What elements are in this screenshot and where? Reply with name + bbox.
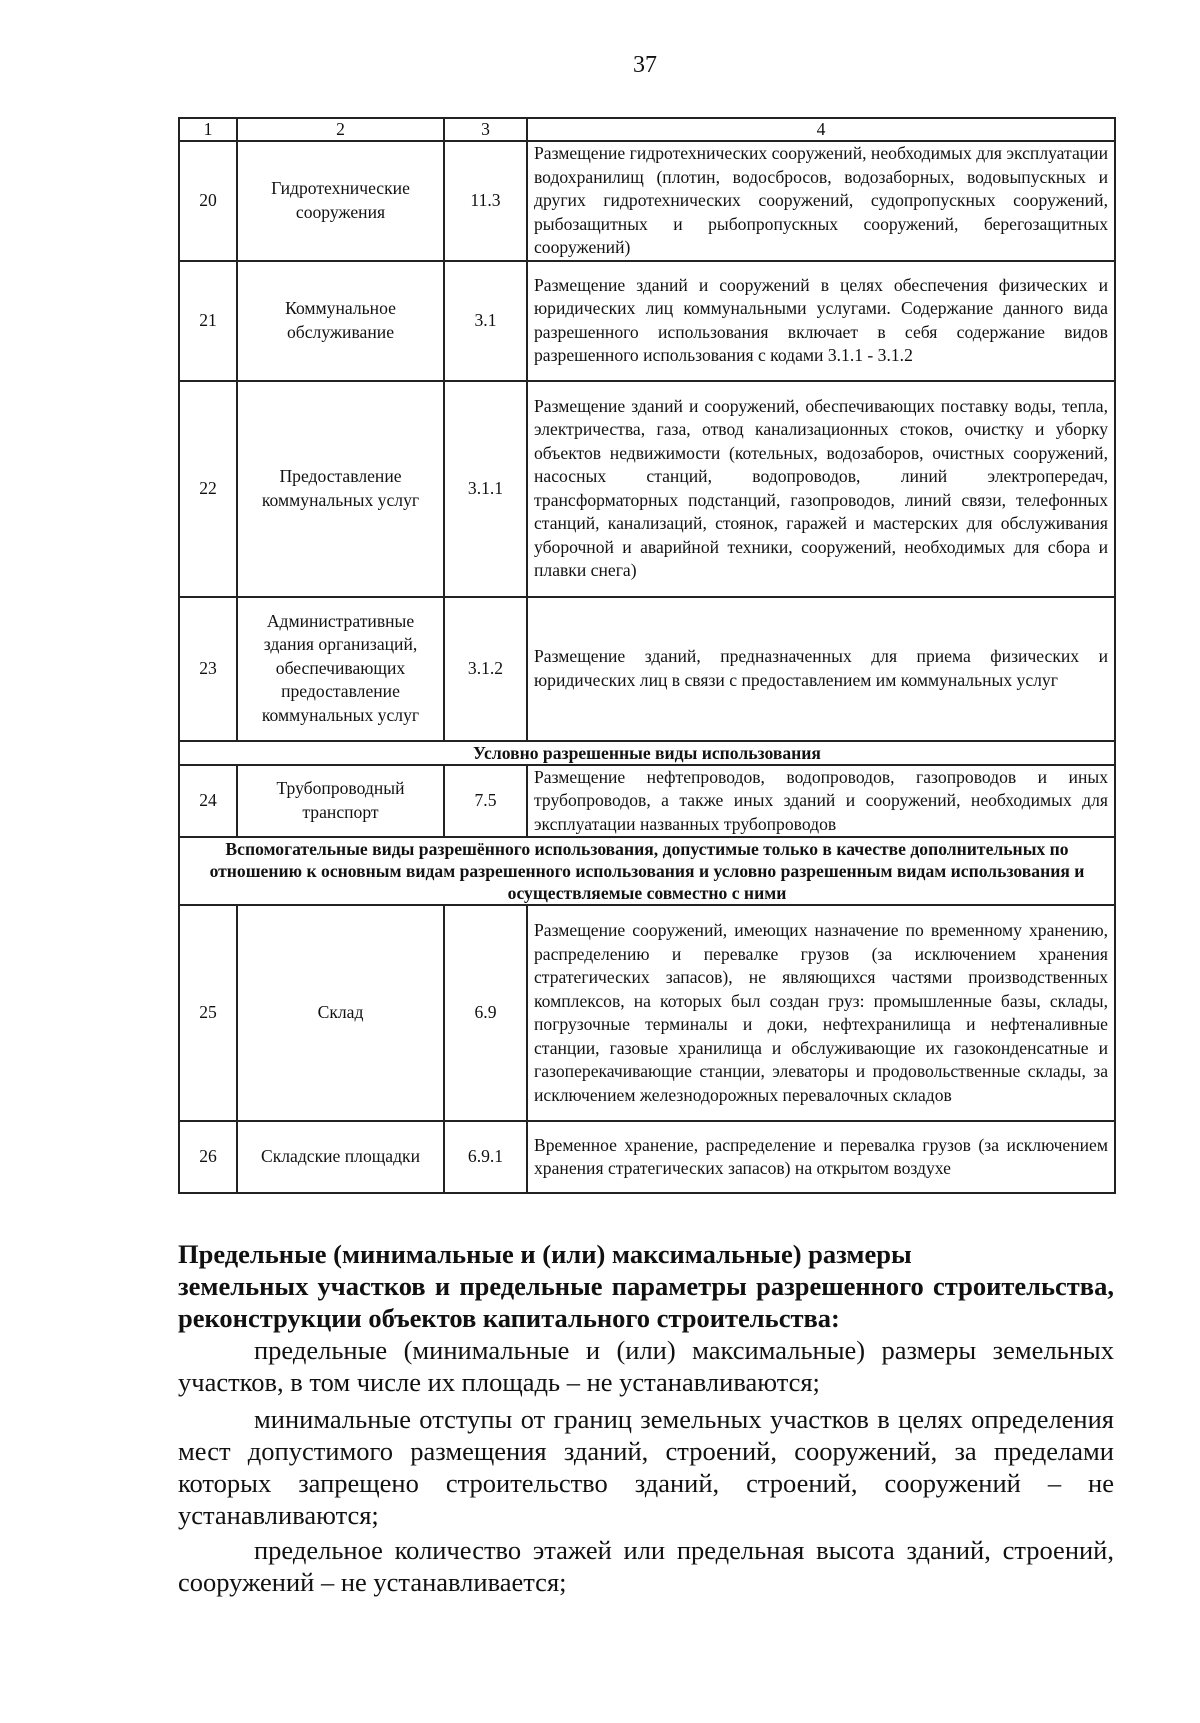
row-number: 23	[179, 597, 237, 741]
row-number: 21	[179, 261, 237, 381]
use-name: Предоставление коммунальных услуг	[237, 381, 444, 597]
use-name: Коммунальное обслуживание	[237, 261, 444, 381]
paragraph-setbacks: минимальные отступы от границ земельных участков в целях определения мест допустимого размещения зданий, строений, сооружений, за пределами которых запрещено строительство зданий, строений, сооружений – не устанавливаются;	[178, 1404, 1114, 1530]
header-col-4: 4	[527, 118, 1115, 141]
use-description: Размещение сооружений, имеющих назначение по временному хранению, распределению и перевалке грузов (за исключением хранения стратегических запасов), не являющихся частями производственных комплексов, на которых был создан груз: промышленные базы, склады, погрузочные терминалы и доки, нефтехранилища и нефтеналивные станции, газовые хранилища и обслуживающие их газоконденсатные и газоперекачивающие станции, элеваторы и продовольственные склады, за исключением железнодорожных перевалочных складов	[527, 905, 1115, 1121]
use-description: Размещение нефтепроводов, водопроводов, газопроводов и иных трубопроводов, а также иных зданий и сооружений, необходимых для эксплуатации названных трубопроводов	[527, 765, 1115, 838]
row-number: 20	[179, 141, 237, 261]
use-description: Временное хранение, распределение и перевалка грузов (за исключением хранения стратегических запасов) на открытом воздухе	[527, 1121, 1115, 1193]
row-number: 22	[179, 381, 237, 597]
use-description: Размещение зданий и сооружений в целях обеспечения физических и юридических лиц коммунальными услугами. Содержание данного вида разрешенного использования включает в себя содержание видов разрешенного использования с кодами 3.1.1 - 3.1.2	[527, 261, 1115, 381]
section-conditional-title: Условно разрешенные виды использования	[179, 741, 1115, 765]
use-code: 7.5	[444, 765, 527, 838]
section-header-row	[179, 837, 1115, 905]
use-name: Трубопроводный транспорт	[237, 765, 444, 838]
row-number: 26	[179, 1121, 237, 1193]
table-row	[179, 381, 1115, 597]
header-col-1: 1	[179, 118, 237, 141]
use-description: Размещение зданий, предназначенных для приема физических и юридических лиц в связи с предоставлением им коммунальных услуг	[527, 597, 1115, 741]
table-row	[179, 141, 1115, 261]
paragraph-floors: предельное количество этажей или предельная высота зданий, строений, сооружений – не устанавливается;	[178, 1535, 1114, 1597]
heading-line-1: Предельные (минимальные и (или) максимальные) размеры	[178, 1239, 912, 1269]
use-description: Размещение гидротехнических сооружений, необходимых для эксплуатации водохранилищ (плотин, водосбросов, водозаборных, водовыпускных и других гидротехнических сооружений, судопропускных сооружений, рыбозащитных и рыбопропускных сооружений, берегозащитных сооружений)	[527, 141, 1115, 261]
use-code: 3.1	[444, 261, 527, 381]
section-heading	[178, 1238, 1114, 1334]
row-number: 25	[179, 905, 237, 1121]
header-col-3: 3	[444, 118, 527, 141]
table-row	[179, 597, 1115, 741]
table-row	[179, 261, 1115, 381]
use-code: 6.9.1	[444, 1121, 527, 1193]
table-header-row	[179, 118, 1115, 141]
header-col-2: 2	[237, 118, 444, 141]
use-code: 11.3	[444, 141, 527, 261]
section-auxiliary-title: Вспомогательные виды разрешённого использования, допустимые только в качестве дополнительных по отношению к основным видам разрешенного использования и условно разрешенным видам использования и осуществляемые совместно с ними	[179, 837, 1115, 905]
table-row	[179, 765, 1115, 838]
use-code: 6.9	[444, 905, 527, 1121]
use-name: Гидротехнические сооружения	[237, 141, 444, 261]
land-use-table	[178, 117, 1116, 1194]
table-row	[179, 905, 1115, 1121]
use-description: Размещение зданий и сооружений, обеспечивающих поставку воды, тепла, электричества, газа, отвод канализационных стоков, очистку и уборку объектов недвижимости (котельных, водозаборов, очистных сооружений, насосных станций, водопроводов, линий электропередач, трансформаторных подстанций, газопроводов, линий связи, телефонных станций, канализаций, стоянок, гаражей и мастерских для обслуживания уборочной и аварийной техники, сооружений, необходимых для сбора и плавки снега)	[527, 381, 1115, 597]
paragraph-plot-sizes: предельные (минимальные и (или) максимальные) размеры земельных участков, в том числе их площадь – не устанавливаются;	[178, 1335, 1114, 1397]
use-code: 3.1.2	[444, 597, 527, 741]
use-name: Административные здания организаций, обеспечивающих предоставление коммунальных услуг	[237, 597, 444, 741]
use-name: Склад	[237, 905, 444, 1121]
use-name: Складские площадки	[237, 1121, 444, 1193]
section-header-row	[179, 741, 1115, 765]
page-number: 37	[633, 52, 657, 78]
row-number: 24	[179, 765, 237, 838]
table-row	[179, 1121, 1115, 1193]
heading-rest: земельных участков и предельные параметры разрешенного строительства, реконструкции объектов капитального строительства:	[178, 1271, 1114, 1333]
use-code: 3.1.1	[444, 381, 527, 597]
